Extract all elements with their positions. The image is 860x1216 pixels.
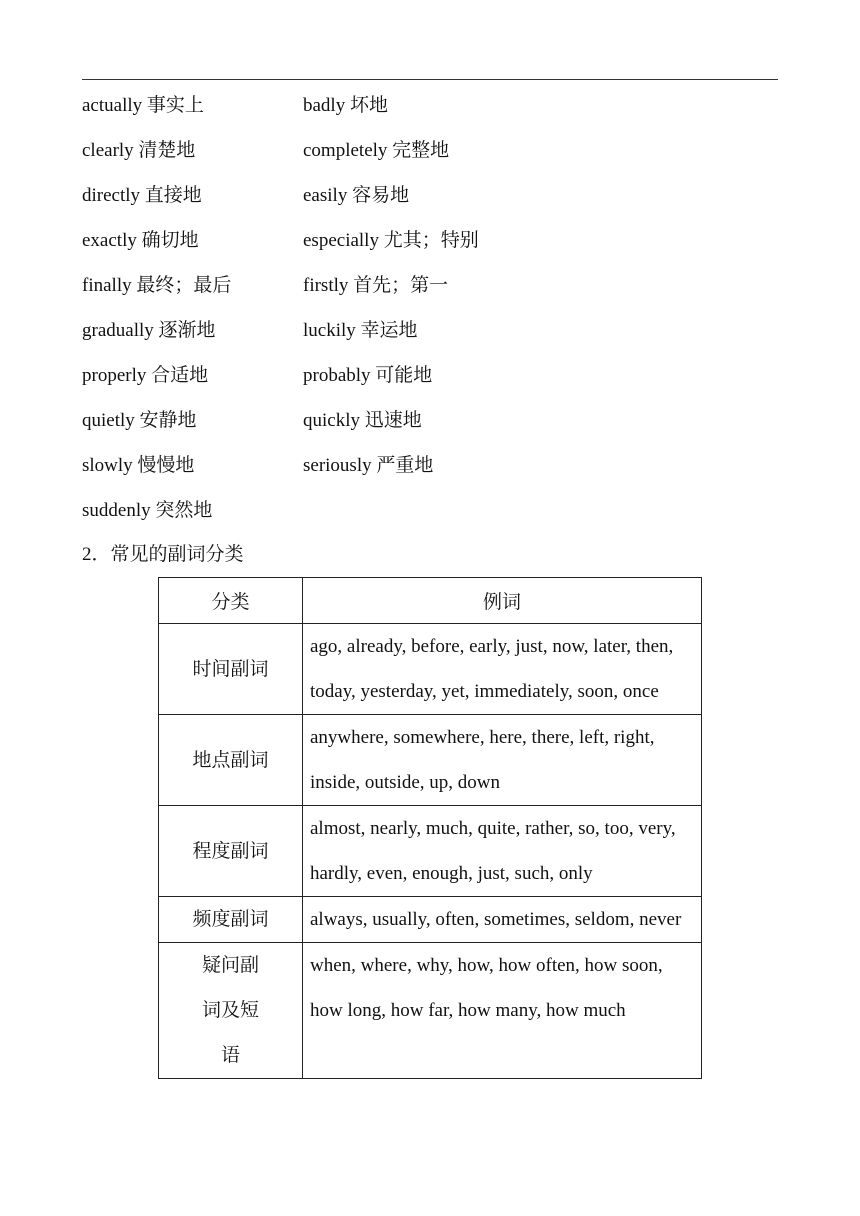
category-cell: 程度副词 — [159, 806, 303, 897]
section-heading: 2．常见的副词分类 — [82, 544, 244, 565]
table-row — [159, 897, 702, 943]
adverb-entry: firstly 首先；第一 — [303, 275, 449, 296]
list-item — [82, 353, 642, 398]
adverb-entry: directly 直接地 — [82, 185, 202, 206]
list-item — [82, 218, 642, 263]
category-cell: 时间副词 — [159, 624, 303, 715]
examples-cell: always, usually, often, sometimes, seldom, never — [303, 897, 702, 943]
list-item — [82, 173, 642, 218]
adverb-entry: suddenly 突然地 — [82, 500, 213, 521]
adverb-entry: completely 完整地 — [303, 140, 450, 161]
category-cell: 频度副词 — [159, 897, 303, 943]
adverb-entry: luckily 幸运地 — [303, 320, 418, 341]
adverb-entry: quickly 迅速地 — [303, 410, 422, 431]
adverb-entry: actually 事实上 — [82, 95, 204, 116]
list-item — [82, 128, 642, 173]
list-item — [82, 308, 642, 353]
adverb-entry: gradually 逐渐地 — [82, 320, 216, 341]
adverb-entry: finally 最终；最后 — [82, 275, 232, 296]
header-rule — [82, 79, 778, 80]
list-item — [82, 83, 642, 128]
adverb-entry: slowly 慢慢地 — [82, 455, 195, 476]
adverb-entry: properly 合适地 — [82, 365, 209, 386]
category-cell: 疑问副词及短语 — [159, 943, 303, 1079]
adverb-entry: badly 坏地 — [303, 95, 388, 116]
list-item — [82, 443, 642, 488]
category-cell: 地点副词 — [159, 715, 303, 806]
adverb-classification-table — [158, 577, 702, 1079]
list-item — [82, 488, 642, 533]
adverb-entry: especially 尤其；特别 — [303, 230, 479, 251]
examples-cell: when, where, why, how, how often, how soon, how long, how far, how many, how much — [303, 943, 702, 1079]
column-header-examples: 例词 — [303, 578, 702, 624]
table-row — [159, 715, 702, 806]
table-header-row — [159, 578, 702, 624]
list-item — [82, 263, 642, 308]
table-row — [159, 624, 702, 715]
adverb-entry: clearly 清楚地 — [82, 140, 196, 161]
table-row — [159, 806, 702, 897]
adverb-entry: probably 可能地 — [303, 365, 433, 386]
table-row — [159, 943, 702, 1079]
examples-cell: ago, already, before, early, just, now, later, then, today, yesterday, yet, immediately, soon, once — [303, 624, 702, 715]
examples-cell: anywhere, somewhere, here, there, left, right, inside, outside, up, down — [303, 715, 702, 806]
adverb-entry: quietly 安静地 — [82, 410, 197, 431]
examples-cell: almost, nearly, much, quite, rather, so, too, very, hardly, even, enough, just, such, only — [303, 806, 702, 897]
adverb-entry: easily 容易地 — [303, 185, 410, 206]
adverb-entry: seriously 严重地 — [303, 455, 434, 476]
list-item — [82, 398, 642, 443]
adverb-word-list — [82, 83, 642, 533]
column-header-category: 分类 — [159, 578, 303, 624]
adverb-entry: exactly 确切地 — [82, 230, 199, 251]
